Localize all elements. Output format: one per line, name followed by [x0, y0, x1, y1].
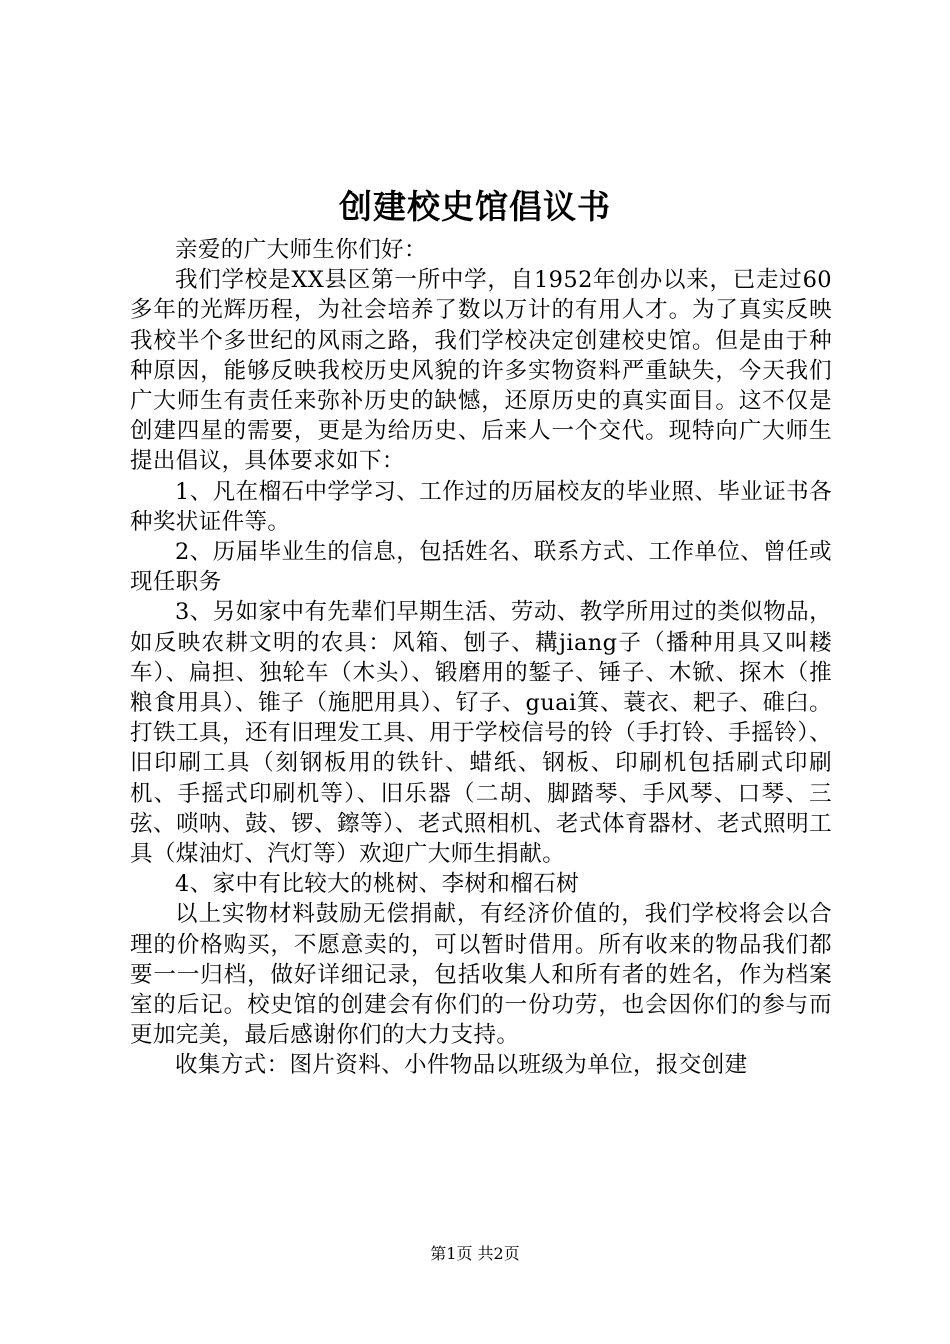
page-number: 第1页 共2页 — [430, 1244, 520, 1263]
donation-paragraph: 以上实物材料鼓励无偿捐献，有经济价值的，我们学校将会以合理的价格购买，不愿意卖的，可以暂时借用。所有收来的物品我们都要一一归档，做好详细记录，包括收集人和所有者的姓名，作为档案室的后记。校史馆的创建会有你们的一份功劳，也会因你们的参与而更加完美，最后感谢你们的大力支持。 — [130, 901, 832, 1049]
collection-method-paragraph: 收集方式：图片资料、小件物品以班级为单位，报交创建 — [175, 1052, 748, 1079]
item-2-paragraph: 2、历届毕业生的信息，包括姓名、联系方式、工作单位、曾任或现任职务 — [130, 539, 832, 596]
item-1-paragraph: 1、凡在榴石中学学习、工作过的历届校友的毕业照、毕业证书各种奖状证件等。 — [130, 478, 832, 535]
intro-paragraph: 我们学校是XX县区第一所中学，自1952年创办以来，已走过60多年的光辉历程，为社会培养了数以万计的有用人才。为了真实反映我校半个多世纪的风雨之路，我们学校决定创建校史馆。但是由于种种原因，能够反映我校历史风貌的许多实物资料严重缺失，今天我们广大师生有责任来弥补历史的缺憾，还原历史的真实面目。这不仅是创建四星的需要，更是为给历史、后来人一个交代。现特向广大师生提出倡议，具体要求如下： — [130, 267, 832, 475]
document-title: 创建校史馆倡议书 — [339, 187, 611, 226]
document-body — [130, 235, 832, 1081]
item-4-paragraph: 4、家中有比较大的桃树、李树和榴石树 — [175, 871, 580, 898]
item-3-paragraph: 3、另如家中有先辈们早期生活、劳动、教学所用过的类似物品，如反映农耕文明的农具：风箱、刨子、耩jiang子（播种用具又叫耧车）、扁担、独轮车（木头）、锻磨用的錾子、锤子、木锨、探木（推粮食用具）、锥子（施肥用具）、钌子、guai箕、蓑衣、耙子、碓臼。打铁工具，还有旧理发工具、用于学校信号的铃（手打铃、手摇铃）、旧印刷工具（刻钢板用的铁针、蜡纸、钢板、印刷机包括刷式印刷机、手摇式印刷机等）、旧乐器（二胡、脚踏琴、手风琴、口琴、三弦、唢呐、鼓、锣、鑔等）、老式照相机、老式体育器材、老式照明工具（煤油灯、汽灯等）欢迎广大师生捐献。 — [130, 599, 832, 868]
greeting-paragraph: 亲爱的广大师生你们好： — [175, 237, 427, 263]
